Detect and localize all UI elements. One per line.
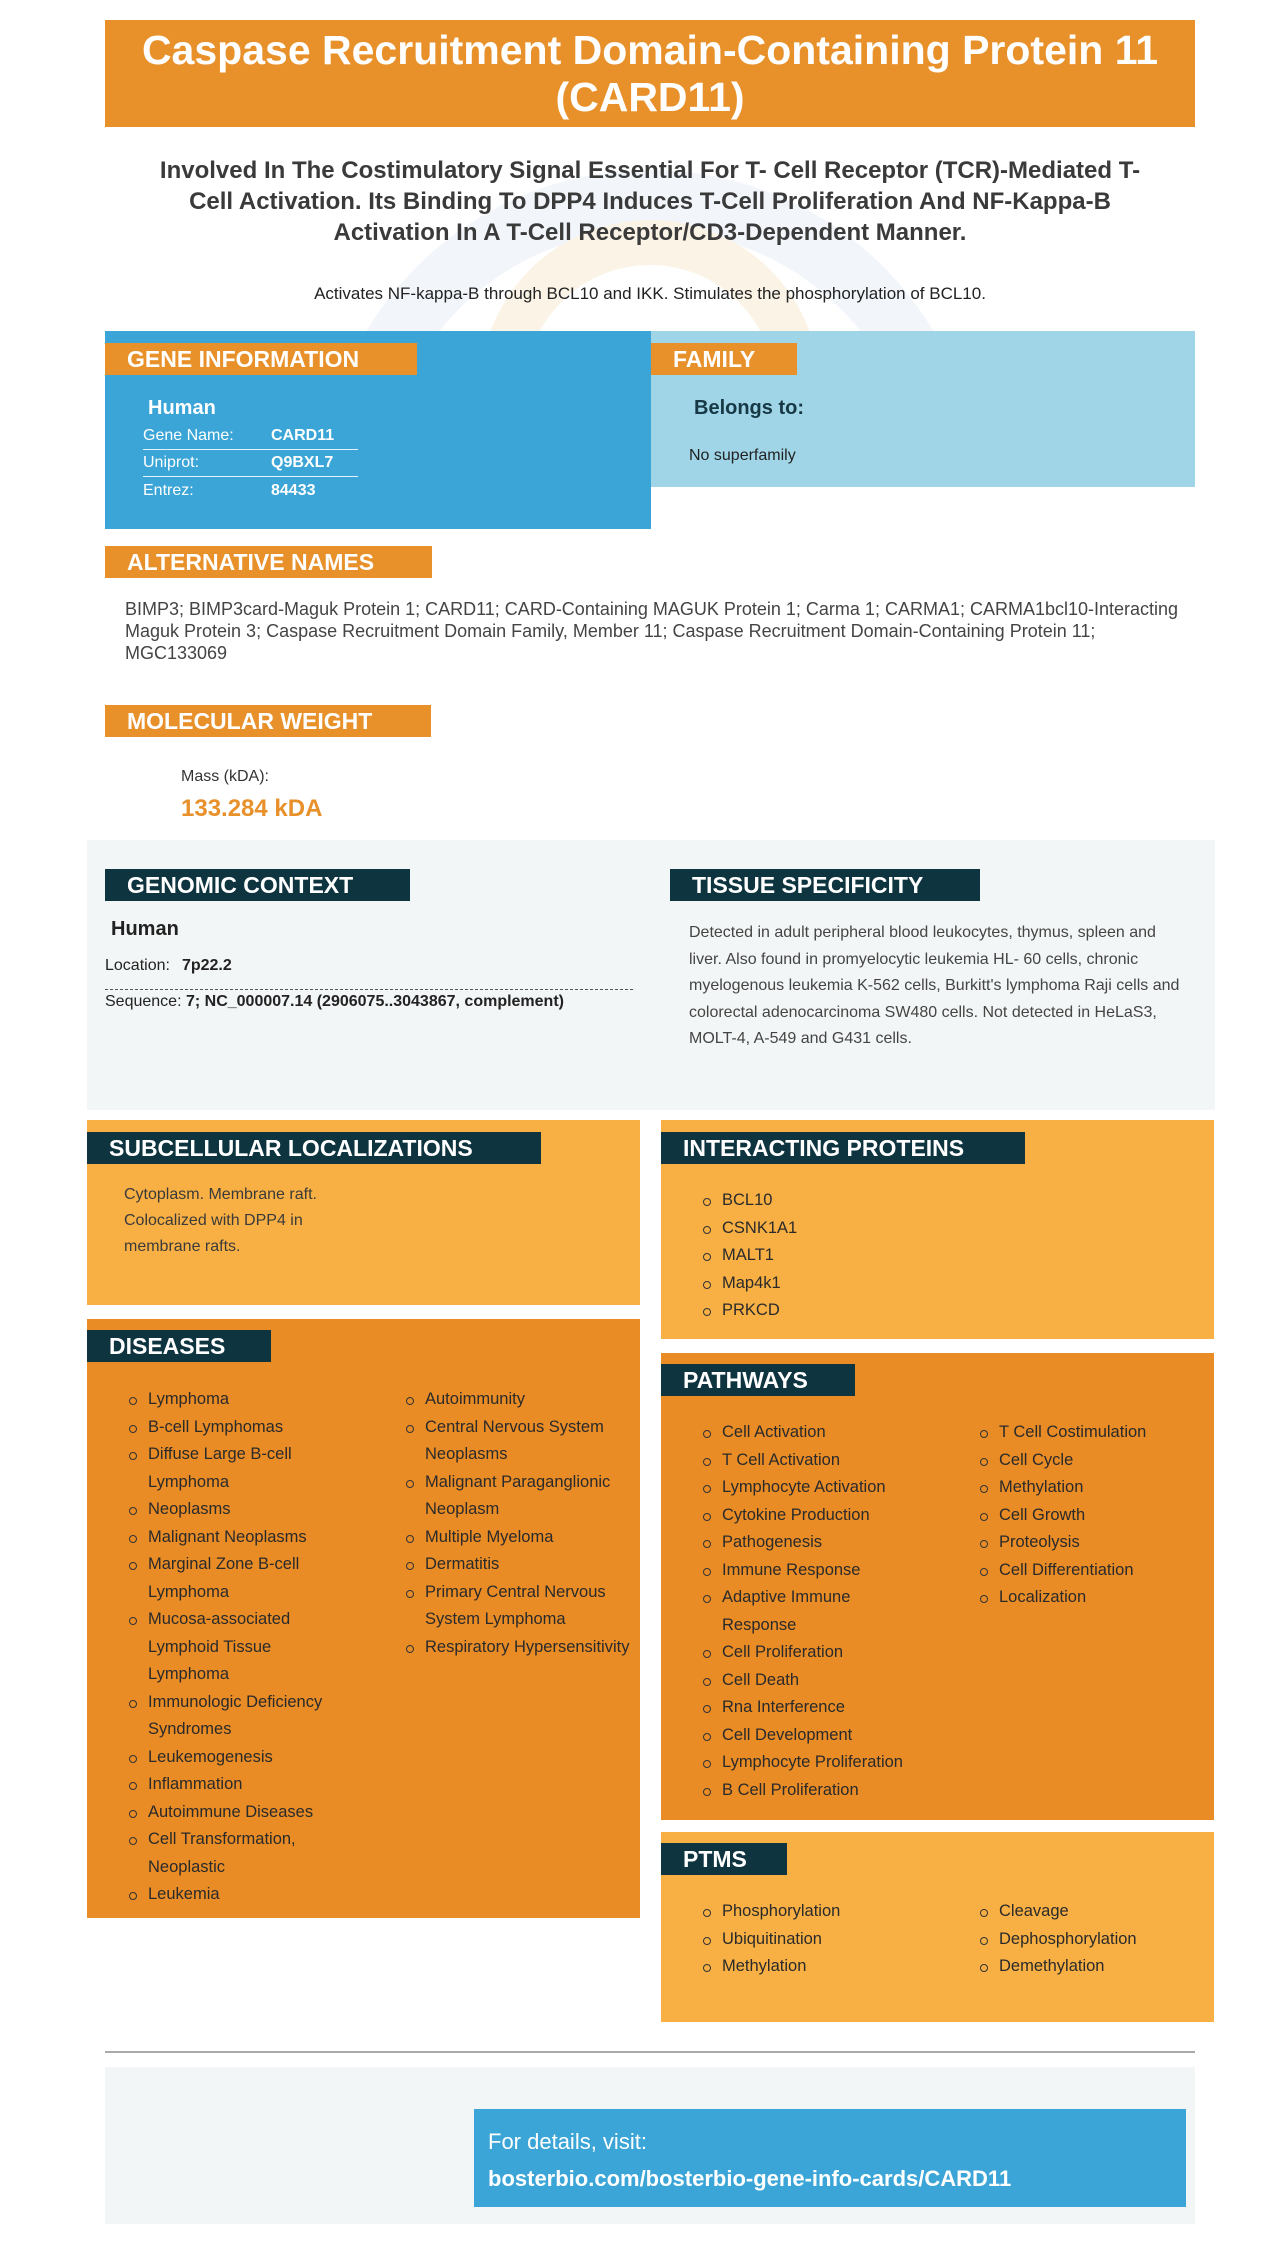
molecular-weight-heading: MOLECULAR WEIGHT bbox=[105, 705, 431, 737]
genomic-species: Human bbox=[111, 918, 179, 940]
list-item: MALT1 bbox=[703, 1242, 797, 1270]
list-item: Pathogenesis bbox=[703, 1529, 943, 1557]
list-item: Localization bbox=[980, 1584, 1210, 1612]
ptms-list-col2 bbox=[980, 1898, 1137, 1981]
subcellular-text: Cytoplasm. Membrane raft. Colocalized with DPP4 in membrane rafts. bbox=[124, 1186, 317, 1255]
interacting-proteins-list bbox=[703, 1187, 797, 1325]
mass-value: 133.284 kDA bbox=[181, 795, 323, 822]
list-item: Ubiquitination bbox=[703, 1926, 840, 1954]
list-item: Inflammation bbox=[129, 1771, 354, 1799]
entrez-label: Entrez: bbox=[143, 482, 194, 499]
list-item: Immunologic Deficiency Syndromes bbox=[129, 1689, 354, 1744]
title-banner bbox=[105, 20, 1195, 127]
genomic-location-row bbox=[105, 957, 633, 990]
list-item: Autoimmune Diseases bbox=[129, 1799, 354, 1827]
list-item: Cell Proliferation bbox=[703, 1639, 943, 1667]
list-item: T Cell Costimulation bbox=[980, 1419, 1210, 1447]
sequence-label: Sequence: bbox=[105, 993, 182, 1010]
list-item: Cell Differentiation bbox=[980, 1557, 1210, 1585]
subcellular-heading: SUBCELLULAR LOCALIZATIONS bbox=[87, 1132, 541, 1164]
list-item: Dephosphorylation bbox=[980, 1926, 1137, 1954]
entrez-value: 84433 bbox=[271, 482, 316, 499]
list-item: Lymphocyte Proliferation bbox=[703, 1749, 943, 1777]
pathways-panel bbox=[661, 1353, 1214, 1820]
sequence-value: 7; NC_000007.14 (2906075..3043867, complement) bbox=[185, 993, 564, 1010]
family-heading: FAMILY bbox=[651, 343, 797, 375]
location-value: 7p22.2 bbox=[181, 957, 232, 974]
list-item: Lymphoma bbox=[129, 1386, 354, 1414]
list-item: Autoimmunity bbox=[406, 1386, 631, 1414]
gene-species: Human bbox=[148, 397, 216, 419]
pathways-list-col1 bbox=[703, 1419, 943, 1804]
genomic-sequence-row bbox=[105, 993, 645, 1011]
list-item: Central Nervous System Neoplasms bbox=[406, 1414, 631, 1469]
tissue-specificity-text: Detected in adult peripheral blood leukocytes, thymus, spleen and liver. Also found in promyelocytic leukemia HL- 60 cells, chronic myelogenous leukemia K-562 cells, Burkitt's lymphoma Raji cells and colorectal adenocarcinoma SW480 cells. Not detected in HeLaS3, MOLT-4, A-549 and G431 cells. bbox=[689, 924, 1180, 1047]
diseases-list-col2 bbox=[406, 1386, 631, 1661]
list-item: Proteolysis bbox=[980, 1529, 1210, 1557]
list-item: Cell Development bbox=[703, 1722, 943, 1750]
ptms-list-col1 bbox=[703, 1898, 840, 1981]
protein-function: Activates NF-kappa-B through BCL10 and IKK. Stimulates the phosphorylation of BCL10. bbox=[314, 284, 986, 303]
list-item: Immune Response bbox=[703, 1557, 943, 1585]
list-item: Demethylation bbox=[980, 1953, 1137, 1981]
location-label: Location: bbox=[105, 957, 170, 974]
list-item: Neoplasms bbox=[129, 1496, 354, 1524]
diseases-heading: DISEASES bbox=[87, 1330, 271, 1362]
pathways-list-col2 bbox=[980, 1419, 1210, 1612]
gene-name-row bbox=[143, 423, 358, 450]
list-item: CSNK1A1 bbox=[703, 1215, 797, 1243]
list-item: Adaptive Immune Response bbox=[703, 1584, 878, 1639]
list-item: Map4k1 bbox=[703, 1270, 797, 1298]
details-link-box[interactable] bbox=[474, 2109, 1186, 2207]
mass-label: Mass (kDA): bbox=[181, 768, 269, 785]
list-item: Mucosa-associated Lymphoid Tissue Lymphoma bbox=[129, 1606, 354, 1689]
diseases-panel bbox=[87, 1319, 640, 1918]
details-url-link[interactable]: bosterbio.com/bosterbio-gene-info-cards/CARD11 bbox=[488, 2166, 1012, 2191]
list-item: Cell Growth bbox=[980, 1502, 1210, 1530]
list-item: Multiple Myeloma bbox=[406, 1524, 631, 1552]
uniprot-value: Q9BXL7 bbox=[271, 454, 334, 471]
list-item: Cleavage bbox=[980, 1898, 1137, 1926]
alternative-names-text: BIMP3; BIMP3card-Maguk Protein 1; CARD11; CARD-Containing MAGUK Protein 1; Carma 1; CARMA1; CARMA1bcl10-Interacting Maguk Protein 3; Caspase Recruitment Domain Family, Member 11; Caspase Recruitment Domain-Containing Protein 11; MGC133069 bbox=[125, 599, 1179, 663]
list-item: Lymphocyte Activation bbox=[703, 1474, 943, 1502]
genomic-context-heading: GENOMIC CONTEXT bbox=[105, 869, 410, 901]
list-item: Cell Activation bbox=[703, 1419, 943, 1447]
entrez-row bbox=[143, 478, 358, 505]
list-item: Methylation bbox=[703, 1953, 840, 1981]
gene-name-value: CARD11 bbox=[271, 427, 335, 444]
list-item: Malignant Neoplasms bbox=[129, 1524, 354, 1552]
family-belongs-label: Belongs to: bbox=[694, 397, 804, 419]
footer-divider bbox=[105, 2051, 1195, 2053]
list-item: Malignant Paraganglionic Neoplasm bbox=[406, 1469, 631, 1524]
list-item: Cytokine Production bbox=[703, 1502, 943, 1530]
tissue-specificity-heading: TISSUE SPECIFICITY bbox=[670, 869, 980, 901]
uniprot-label: Uniprot: bbox=[143, 454, 200, 471]
list-item: Methylation bbox=[980, 1474, 1210, 1502]
list-item: Respiratory Hypersensitivity bbox=[406, 1634, 631, 1662]
gene-information-heading: GENE INFORMATION bbox=[105, 343, 417, 375]
list-item: B Cell Proliferation bbox=[703, 1777, 943, 1805]
uniprot-row bbox=[143, 450, 358, 477]
family-value: No superfamily bbox=[689, 447, 796, 464]
list-item: Diffuse Large B-cell Lymphoma bbox=[129, 1441, 354, 1496]
list-item: Cell Cycle bbox=[980, 1447, 1210, 1475]
details-label: For details, visit: bbox=[488, 2129, 647, 2154]
gene-name-label: Gene Name: bbox=[143, 427, 234, 444]
list-item: Marginal Zone B-cell Lymphoma bbox=[129, 1551, 354, 1606]
interacting-proteins-heading: INTERACTING PROTEINS bbox=[661, 1132, 1025, 1164]
protein-summary: Involved In The Costimulatory Signal Essential For T- Cell Receptor (TCR)-Mediated T-Cell Activation. Its Binding To DPP4 Induces T-Cell Proliferation And NF-Kappa-B Activation In A T-Cell Receptor/CD3-Dependent Manner. bbox=[159, 157, 1141, 246]
pathways-heading: PATHWAYS bbox=[661, 1364, 855, 1396]
list-item: Primary Central Nervous System Lymphoma bbox=[406, 1579, 631, 1634]
list-item: Leukemogenesis bbox=[129, 1744, 354, 1772]
page-title: Caspase Recruitment Domain-Containing Protein 11 (CARD11) bbox=[141, 26, 1159, 120]
diseases-list-col1 bbox=[129, 1386, 354, 1909]
list-item: Rna Interference bbox=[703, 1694, 943, 1722]
list-item: T Cell Activation bbox=[703, 1447, 943, 1475]
list-item: B-cell Lymphomas bbox=[129, 1414, 354, 1442]
list-item: Dermatitis bbox=[406, 1551, 631, 1579]
list-item: Cell Death bbox=[703, 1667, 943, 1695]
ptms-heading: PTMS bbox=[661, 1843, 787, 1875]
list-item: PRKCD bbox=[703, 1297, 797, 1325]
alternative-names-heading: ALTERNATIVE NAMES bbox=[105, 546, 432, 578]
list-item: Cell Transformation, Neoplastic bbox=[129, 1826, 354, 1881]
list-item: BCL10 bbox=[703, 1187, 797, 1215]
list-item: Phosphorylation bbox=[703, 1898, 840, 1926]
list-item: Leukemia bbox=[129, 1881, 354, 1909]
